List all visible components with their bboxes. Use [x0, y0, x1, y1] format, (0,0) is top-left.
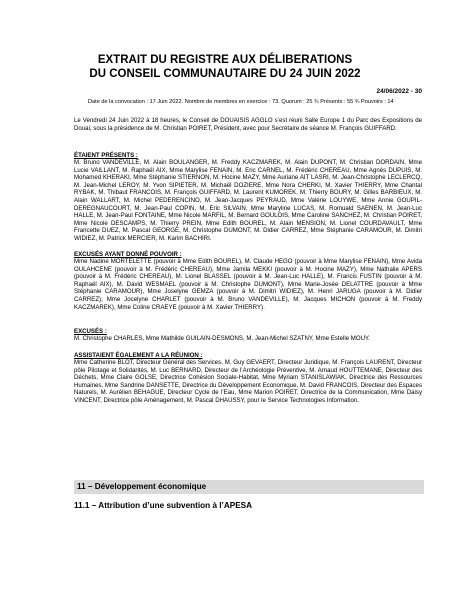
excused-heading: EXCUSÉS :	[74, 328, 107, 335]
presents-heading: ÉTAIENT PRÉSENTS :	[74, 152, 138, 159]
presents-list: M. Bruno VANDEVILLE, M. Alain BOULANGER, M. Freddy KACZMAREK, M. Alain DUPONT, M. Christian DORDAIN, Mme Lucie VAILLANT, M. Raphaël AIX, Mme Marylise FENAIN, M. Eric CARNEL, M. Frédéric CHEREAU, Mme Agnès DUPUIS, M. Mohamed KHERAKI, Mme Stéphanie STIERNON, M. Hocine MAZY, Mme Auriane AIT LASRI, M. Jean-Christophe LECLERCQ, M. Jean-Michel LEROY, M. Yvon SIPIETER, M. Michaël DOZIERE, Mme Nora CHERKI, M. Xavier THIERRY, Mme Chantal RYBAK, M. Thibaut FRANCOIS, M. François GUIFFARD, M. Laurent KUMOREK, M. Thierry BOURY, M. Gilles BARBIEUX, M. Alain WALLART, M. Michel PEDERENCINO, M. Jean-Jacques PEYRAUD, Mme Valérie LOUYWE, Mme Annie GOUPIL-DEREGNAUCOURT, M. Jean-Paul COPIN, M. Eric SILVAIN, Mme Maryline LUCAS, M. Romuald SAENEN, M. Jean-Luc HALLE, M. Jean-Paul FONTAINE, Mme Nicole MARFIL, M. Bernard GOULOIS, Mme Caroline SANCHEZ, M. Christian POIRET, Mme Nicole DESCAMPS, M. Thierry PREIN, Mme Edith BOUREL, M. Alain MENSION, M. Lionel COURDAVAULT, Mme Francette DUEZ, M. Pascal GEORGE, M. Christophe DUMONT, M. Didier CARREZ, Mme Stéphanie CARAMOUR, M. Dimitri WIDIEZ, M. Patrick MERCIER, M. Karim BACHIRI.	[74, 159, 422, 242]
deliberation-reference: 24/06/2022 - 30	[376, 88, 422, 95]
meeting-intro: Le Vendredi 24 Juin 2022 à 18 heures, le Conseil de DOUAISIS AGGLO s’est réuni Salle Europe 1 du Parc des Expositions de Douai, sous la présidence de M. Christian POIRET, Président, avec pour Secrétaire de séance M. François GUIFFARD.	[74, 117, 422, 132]
subsection-heading: 11.1 – Attribution d’une subvention à l’APESA	[74, 501, 253, 510]
section-heading: 11 – Développement économique	[74, 480, 424, 494]
document-title-line1: EXTRAIT DU REGISTRE AUX DÉLIBERATIONS	[97, 54, 353, 66]
attendees-heading: ASSISTAIENT ÉGALEMENT A LA RÉUNION :	[74, 352, 203, 359]
convocation-details: Date de la convocation : 17 Juin 2022. Nombre de membres en exercice : 73. Quorum : 25 ¾ Présents : 55 ¾ Pouvoirs : 14	[88, 99, 394, 105]
excused-list: M. Christophe CHARLES, Mme Mathilde GUILAIN-DESMONS, M. Jean-Michel SZATNY, Mme Estelle MOUY.	[74, 335, 370, 342]
attendees-list: Mme Catherine BLOT, Directeur Général des Services, M. Guy GEVAERT, Directeur Juridique, M. François LAURENT, Directeur pôle Pilotage et Solidarités, M. Luc BERNARD, Directeur de l’Archéologie Préventive, M. Arnaud HOUTTEMANE, Directeur des Déchets, Mme Claire GOLSE, Directrice Cohésion Sociale-Habitat, Mme Myriam STANISLAWIAK, Directrice des Ressources Humaines, Mme Sandrine DANSETTE, Directrice du Développement Economique, M. David FRANCOIS, Directeur des Espaces Naturels, M. Aurélien BEHAGUE, Directeur Cycle de l’Eau, Mme Marion POIRET, Directrice de la Communication, Mme Daisy VINCENT, Directrice pôle Aménagement, M. Pascal DHAUSSY, pour le Service Technologies Information.	[74, 359, 422, 404]
proxies-heading: EXCUSÉS AYANT DONNÉ POUVOIR :	[74, 251, 182, 258]
proxies-list: Mme Nadine MORTELETTE (pouvoir à Mme Edith BOUREL), M. Claude HEGO (pouvoir à Mme Marylise FENAIN), Mme Avida OULAHCENE (pouvoir à M. Frédéric CHEREAU), Mme Jamila MEKKI (pouvoir à M. Hocine MAZY), Mme Nathalie APERS (pouvoir à M. Frédéric CHEREAU), M. Lionel BLASSEL (pouvoir à M. Jean-Luc HALLE), M. Francis FUSTIN (pouvoir à M. Raphaël AIX), M. David WESMAEL (pouvoir à M. Christophe DUMONT), Mme Marie-Josée DELATTRE (pouvoir à Mme Stéphanie CARAMOUR), Mme Joselyne GEMZA (pouvoir à M. Dimitri WIDIEZ), M. Henri JARUGA (pouvoir à M. Didier CARREZ), Mme Jocelyne CHARLET (pouvoir à M. Bruno VANDEVILLE), M. Jacques MICHON (pouvoir à M. Freddy KACZMAREK), Mme Coline CRAEYE (pouvoir à M. Xavier THIERRY).	[74, 258, 422, 311]
document-title-line2: DU CONSEIL COMMUNAUTAIRE DU 24 JUIN 2022	[89, 68, 361, 80]
